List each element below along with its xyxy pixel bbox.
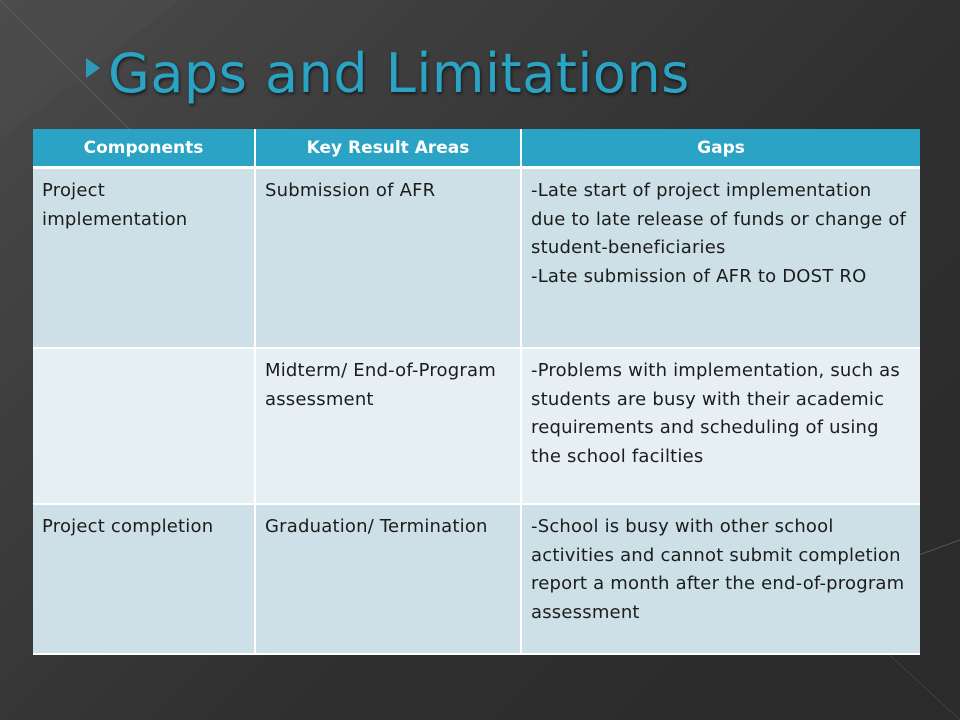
- cell-gaps: -Late start of project implementation due to late release of funds or change of student-beneficiaries -Late submission of AFR to DOST RO: [521, 168, 920, 349]
- cell-component: Project implementation: [33, 168, 255, 349]
- column-header-key-result-areas: Key Result Areas: [255, 129, 521, 168]
- cell-component: Project completion: [33, 504, 255, 654]
- cell-key-result-area: Graduation/ Termination: [255, 504, 521, 654]
- table-row: [33, 168, 920, 349]
- column-header-gaps: Gaps: [521, 129, 920, 168]
- cell-key-result-area: Submission of AFR: [255, 168, 521, 349]
- table-row: [33, 504, 920, 654]
- table-row: [33, 348, 920, 504]
- slide-title: Gaps and Limitations: [108, 42, 690, 105]
- cell-key-result-area: Midterm/ End-of-Program assessment: [255, 348, 521, 504]
- column-header-components: Components: [33, 129, 255, 168]
- gaps-table: [33, 129, 920, 655]
- cell-gaps: -Problems with implementation, such as students are busy with their academic requirements and scheduling of using the school facilties: [521, 348, 920, 504]
- cell-gaps: -School is busy with other school activities and cannot submit completion report a month after the end-of-program assessment: [521, 504, 920, 654]
- cell-component: [33, 348, 255, 504]
- table-header-row: [33, 129, 920, 168]
